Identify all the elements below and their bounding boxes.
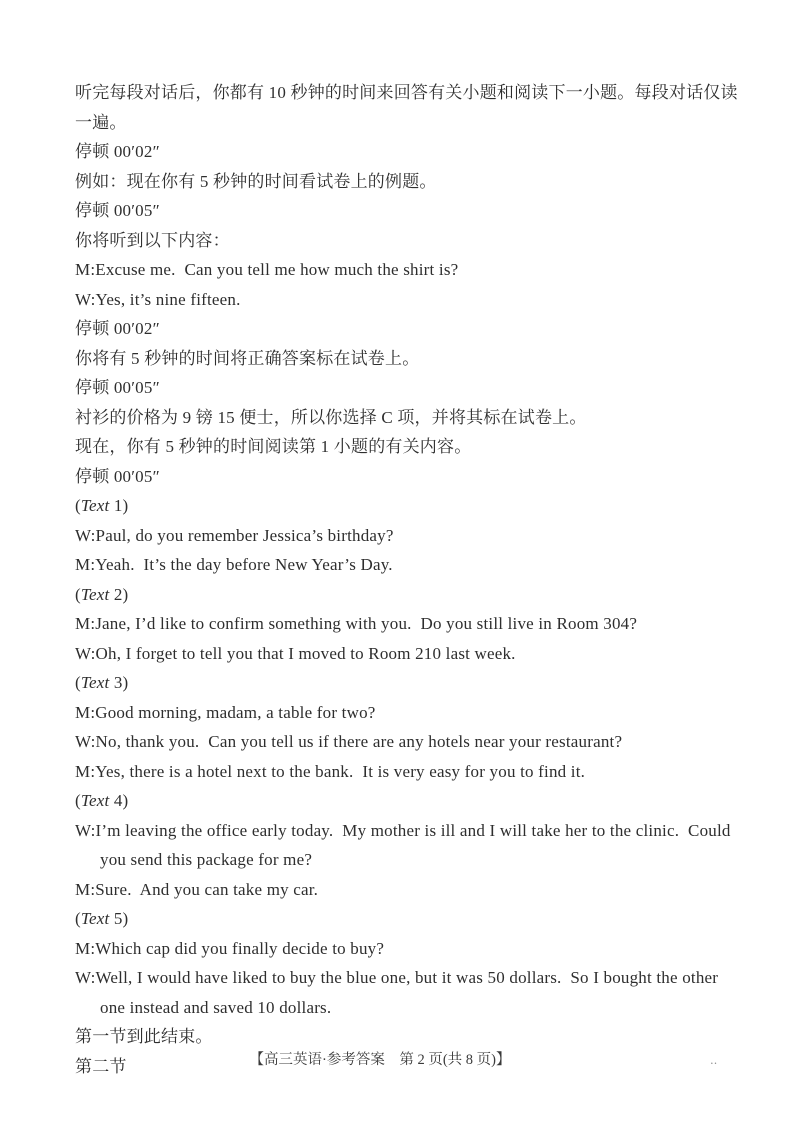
- script-line-text-marker: (Text 2): [75, 584, 129, 604]
- script-line-dialogue: W:Paul, do you remember Jessica’s birthday?: [75, 525, 394, 545]
- script-line-narration: 衬衫的价格为 9 镑 15 便士，所以你选择 C 项，并将其标在试卷上。: [75, 407, 587, 427]
- script-line-dialogue: M:Good morning, madam, a table for two?: [75, 702, 376, 722]
- script-line-dialogue: M:Which cap did you finally decide to buy?: [75, 938, 385, 958]
- script-line-pause: 停顿 00′05″: [75, 466, 160, 486]
- script-line-text-marker: (Text 1): [75, 496, 129, 515]
- script-line-dialogue: M:Sure. And you can take my car.: [75, 879, 319, 899]
- listening-script-body: [75, 78, 748, 1081]
- script-line-text-marker: (Text 5): [75, 909, 129, 928]
- script-line-pause: 停顿 00′05″: [75, 378, 160, 397]
- script-line-dialogue: one instead and saved 10 dollars.: [100, 997, 332, 1017]
- script-line-pause: 停顿 00′02″: [75, 142, 160, 161]
- script-line-narration: 第一节到此结束。: [75, 1027, 213, 1046]
- script-line-dialogue: W:I’m leaving the office early today. My mother is ill and I will take her to the clinic. Could: [75, 820, 731, 840]
- script-line-narration: 你将听到以下内容：: [75, 230, 230, 250]
- script-line-dialogue: W:Oh, I forget to tell you that I moved to Room 210 last week.: [75, 643, 516, 663]
- script-line-dialogue: M:Yes, there is a hotel next to the bank. It is very easy for you to find it.: [75, 761, 586, 781]
- script-line-dialogue: M:Excuse me. Can you tell me how much the shirt is?: [75, 260, 459, 279]
- script-line-narration: 你将有 5 秒钟的时间将正确答案标在试卷上。: [75, 348, 420, 368]
- script-line-dialogue: W:Well, I would have liked to buy the blue one, but it was 50 dollars. So I bought the other: [75, 968, 719, 987]
- script-line-text-marker: (Text 4): [75, 791, 129, 810]
- script-line-dialogue: M:Jane, I’d like to confirm something with you. Do you still live in Room 304?: [75, 614, 638, 633]
- script-line-narration: 现在，你有 5 秒钟的时间阅读第 1 小题的有关内容。: [75, 437, 472, 456]
- script-line-dialogue: W:No, thank you. Can you tell us if there are any hotels near your restaurant?: [75, 732, 623, 751]
- script-line-narration: 听完每段对话后，你都有 10 秒钟的时间来回答有关小题和阅读下一小题。每段对话仅读一遍。: [75, 83, 738, 132]
- script-line-dialogue: M:Yeah. It’s the day before New Year’s Day.: [75, 555, 393, 574]
- side-mark: ‥: [710, 1055, 719, 1067]
- script-line-pause: 停顿 00′05″: [75, 201, 160, 220]
- script-line-pause: 停顿 00′02″: [75, 319, 160, 338]
- script-line-dialogue: you send this package for me?: [100, 850, 313, 869]
- footer-text: 【高三英语·参考答案 第 2 页(共 8 页)】: [249, 1052, 511, 1068]
- script-line-dialogue: W:Yes, it’s nine fifteen.: [75, 289, 241, 309]
- page-footer: [0, 1048, 760, 1072]
- script-line-narration: 第二节: [75, 1056, 127, 1076]
- script-line-text-marker: (Text 3): [75, 673, 129, 692]
- script-line-narration: 例如：现在你有 5 秒钟的时间看试卷上的例题。: [75, 171, 437, 191]
